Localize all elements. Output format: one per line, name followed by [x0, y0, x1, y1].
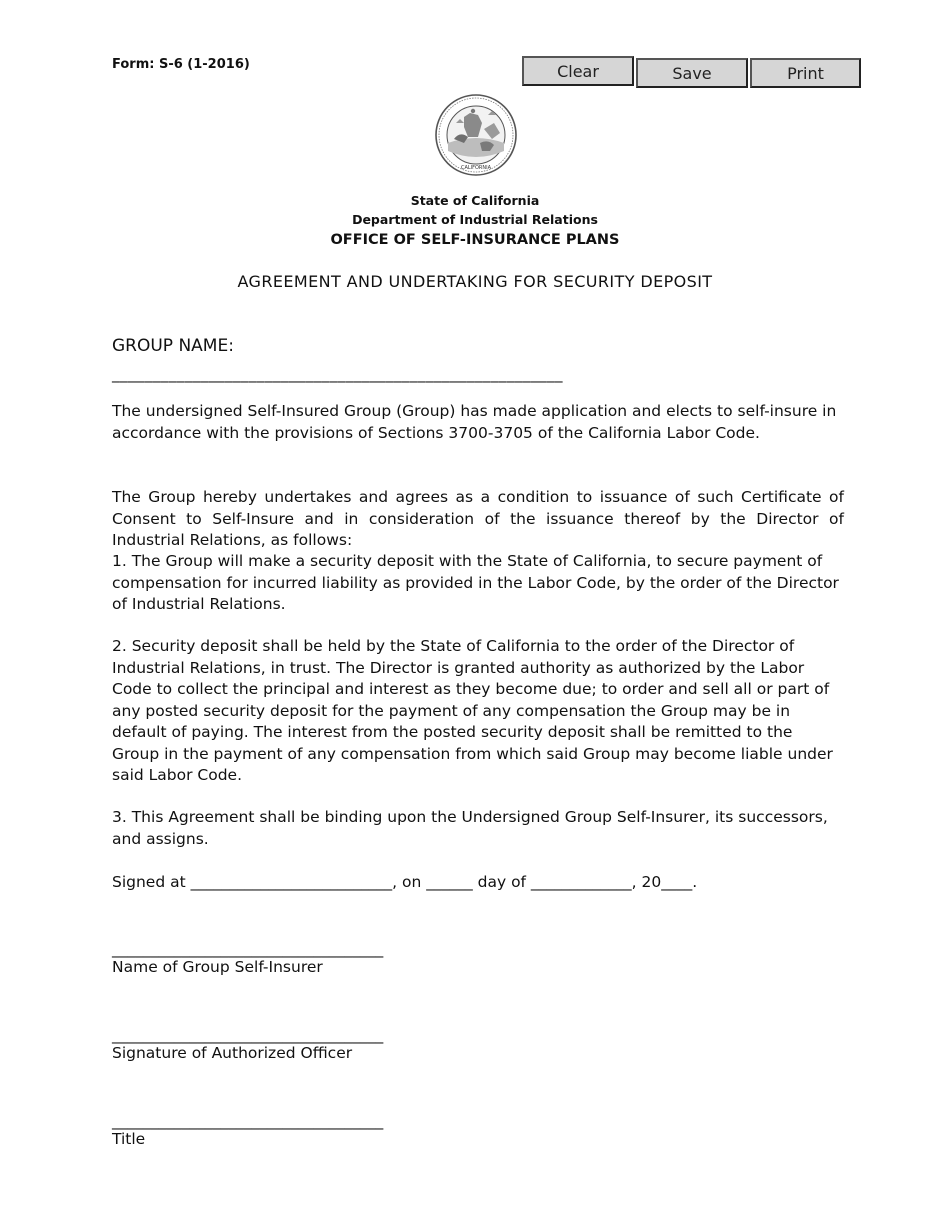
- title-field[interactable]: ___________________________________: [112, 1112, 384, 1130]
- svg-text:CALIFORNIA: CALIFORNIA: [460, 165, 492, 171]
- group-name-field[interactable]: ________________________________________________________: [112, 365, 563, 383]
- signed-at-line[interactable]: Signed at __________________________, on ______ day of _____________, 20____.: [112, 873, 698, 891]
- print-button[interactable]: Print: [750, 58, 861, 88]
- document-title: AGREEMENT AND UNDERTAKING FOR SECURITY DEPOSIT: [237, 272, 713, 291]
- department-heading: Department of Industrial Relations: [352, 212, 598, 227]
- state-heading: State of California: [410, 193, 540, 208]
- authorized-officer-signature-field[interactable]: ___________________________________: [112, 1026, 384, 1044]
- form-number: Form: S-6 (1-2016): [112, 57, 250, 72]
- group-name-label: GROUP NAME:: [112, 336, 234, 356]
- clear-button[interactable]: Clear: [522, 56, 634, 86]
- item-2-paragraph: 2. Security deposit shall be held by the State of California to the order of the Director of Industrial Relations, in trust. The Director is granted authority as authorized by the Labor Code to collect the principal and interest as they become due; to order and sell all or part of any posted security deposit for the payment of any compensation the Group may be in default of paying. The interest from the posted security deposit shall be remitted to the Group in the payment of any compensation from which said Group may become liable under said Labor Code.: [112, 637, 833, 784]
- group-self-insurer-name-label: Name of Group Self-Insurer: [112, 958, 323, 976]
- authorized-officer-signature-label: Signature of Authorized Officer: [112, 1044, 353, 1062]
- office-heading: OFFICE OF SELF-INSURANCE PLANS: [330, 232, 620, 248]
- save-button[interactable]: Save: [636, 58, 748, 88]
- item-1-paragraph: 1. The Group will make a security deposit with the State of California, to secure payment of compensation for incurred liability as provided in the Labor Code, by the order of the Director of Industrial Relations.: [112, 552, 839, 613]
- group-self-insurer-name-field[interactable]: ___________________________________: [112, 940, 384, 958]
- intro-paragraph: The undersigned Self-Insured Group (Group) has made application and elects to self-insure in accordance with the provisions of Sections 3700-3705 of the California Labor Code.: [112, 402, 837, 442]
- california-seal-icon: [434, 93, 518, 177]
- undertakes-paragraph: The Group hereby undertakes and agrees as a condition to issuance of such Certificate of Consent to Self-Insure and in consideration of the issuance thereof by the Director of Industrial Relations, as follows:: [112, 488, 844, 549]
- item-3-paragraph: 3. This Agreement shall be binding upon the Undersigned Group Self-Insurer, its successors, and assigns.: [112, 808, 828, 848]
- title-label: Title: [112, 1130, 146, 1148]
